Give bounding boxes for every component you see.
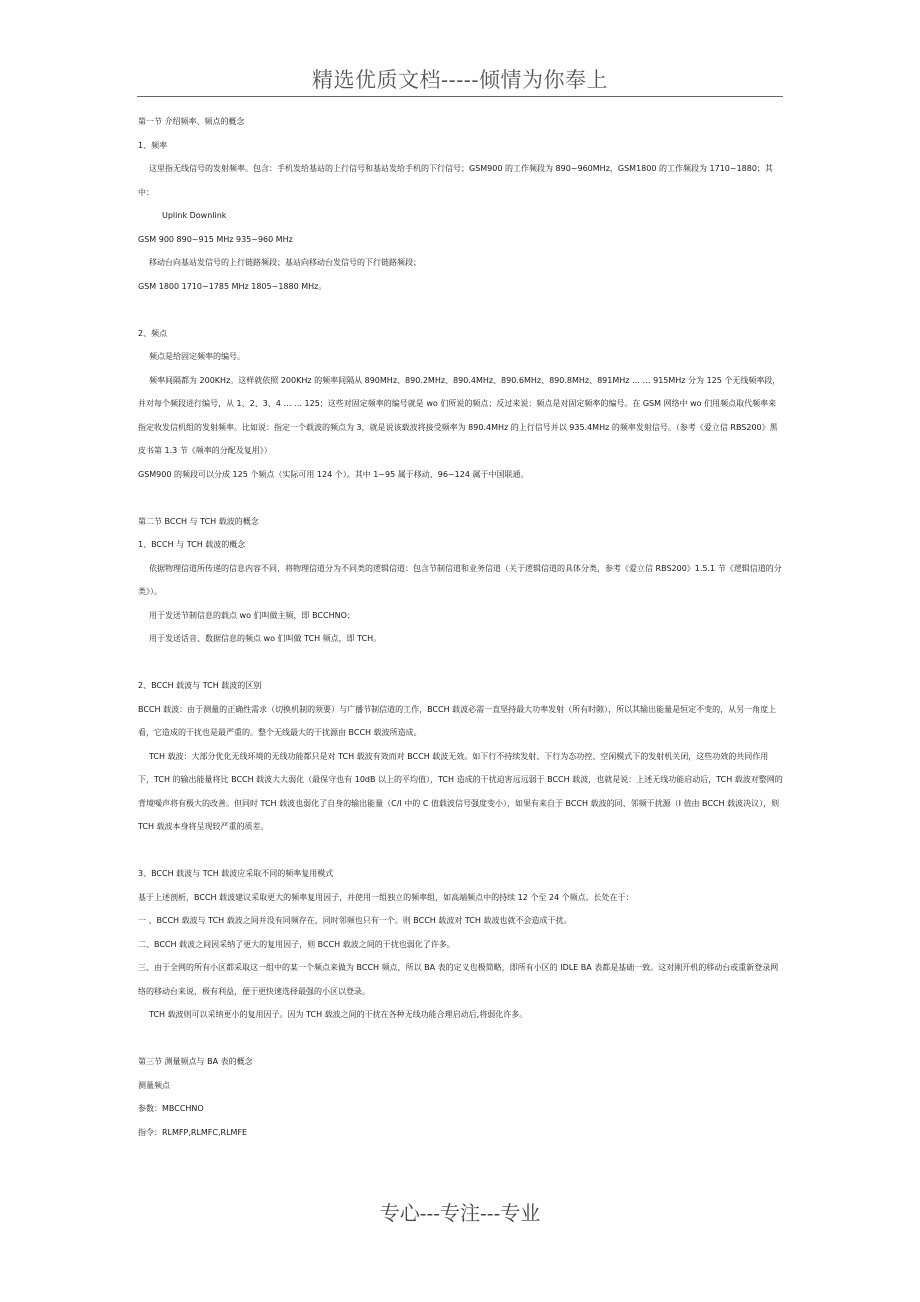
paragraph: GSM900 的频段可以分成 125 个频点（实际可用 124 个）。其中 1~95 属于移动、96~124 属于中国联通。 (138, 469, 529, 479)
list-item: 一 、BCCH 载波与 TCH 载波之间并没有同频存在，同时邻频也只有一个。则 BCCH 载波对 TCH 载波也就不会造成干扰。 (138, 916, 572, 925)
paragraph: BCCH 载波：由于测量的正确性需求（切换机制的须要）与广播节制信道的工作，BCCH 载波必需一直坚持最大功率发射（所有时隙），所以其输出能量是恒定不变的，从另一角度上看，它造成的干扰也是最严重的。整个无线最大的干扰源由 BCCH 载波所造成。 (138, 704, 777, 737)
command-line: 指令：RLMFP,RLMFC,RLMFE (138, 1127, 248, 1137)
spacer (138, 298, 783, 322)
section-1-1-title: 1、频率 (138, 140, 168, 150)
list-item: 二、BCCH 载波之间因采纳了更大的复用因子，则 BCCH 载波之间的干扰也弱化了许多。 (138, 939, 455, 949)
paragraph: 频点是给固定频率的编号。 (149, 352, 245, 361)
paragraph: 频率间隔都为 200KHz。这样就依照 200KHz 的频率间隔从 890MHz、890.2MHz、890.4MHz、890.6MHz、890.8MHz、891MHz … … 915MHz 分为 125 个无线频率段，并对每个频段进行编号，从 1、2、3、4 … … 125；这些对固定频率的编号就是 wo 们所说的频点；反过来说：频点是对固定频率的编号。在 GSM 网络中 wo 们用频点取代频率来指定收发信机组的发射频率。比如说：指定一个载波的频点为 3，就是说该载波将接受频率为 890.4MHz 的上行信号并以 935.4MHz 的频率发射信号。（参考《爱立信 RBS200》黑皮书第 1.3 节《频率的分配及复用》） (138, 375, 781, 455)
page-footer-title: 专心---专注---专业 (379, 1201, 541, 1225)
spacer (138, 839, 783, 863)
paragraph: 移动台向基站发信号的上行链路频段；基站向移动台发信号的下行链路频段； (149, 258, 421, 267)
header-divider (137, 96, 783, 97)
section-1-2-title: 2、频点 (138, 328, 168, 338)
paragraph: 用于发送节制信息的载点 wo 们叫做主频，即 BCCHNO； (149, 610, 355, 620)
section-3-heading: 第三节 测量频点与 BA 表的概念 (138, 1057, 253, 1066)
paragraph: TCH 载波则可以采纳更小的复用因子。因为 TCH 载波之间的干扰在各种无线功能合理启动后,将弱化许多。 (149, 1010, 528, 1019)
section-2-1-title: 1、BCCH 与 TCH 载波的概念 (138, 540, 246, 549)
section-1-heading: 第一节 介绍频率、频点的概念 (138, 117, 245, 126)
section-2-heading: 第二节 BCCH 与 TCH 载波的概念 (138, 516, 259, 526)
paragraph: 基于上述剖析，BCCH 载波建议采取更大的频率复用因子，并使用一组独立的频率组，如高端频点中的持续 12 个至 24 个频点。长处在于： (138, 892, 634, 902)
band-table-row: GSM 900 890~915 MHz 935~960 MHz (138, 234, 293, 244)
spacer (138, 1027, 783, 1051)
list-item: 三、由于全网的所有小区都采取这一组中的某一个频点来做为 BCCH 频点，所以 BA 表的定义也极简略，即所有小区的 IDLE BA 表都是基础一致。这对刚开机的移动台或重新登录网络的移动台来说，极有利益，便于更快速选择最强的小区以登录。 (138, 963, 779, 996)
section-2-3-title: 3、BCCH 载波与 TCH 载波应采取不同的频率复用模式 (138, 869, 334, 878)
section-2-2-title: 2、BCCH 载波与 TCH 载波的区别 (138, 681, 262, 690)
band-table-row: GSM 1800 1710~1785 MHz 1805~1880 MHz。 (138, 281, 327, 291)
paragraph: 用于发送话音、数据信息的频点 wo 们叫做 TCH 频点，即 TCH。 (149, 634, 382, 643)
paragraph: 依据物理信道所传递的信息内容不同，将物理信道分为不同类的逻辑信道：包含节制信道和业务信道（关于逻辑信道的具体分类，参考《爱立信 RBS200》1.5.1 节《逻辑信道的分类》）。 (138, 563, 782, 596)
paragraph: TCH 载波：大部分优化无线环境的无线功能都只是对 TCH 载波有效而对 BCCH 载波无效。如下行不持续发射、下行为态功控、空闲模式下的发射机关闭，这些功效的共同作用下，TCH 的输出能量将比 BCCH 载波大大弱化（最保守也有 10dB 以上的平均值），TCH 造成的干扰迫害远远弱于 BCCH 载波，也就是说：上述无线功能启动后，TCH 载波对整网的背境噪声将有极大的改善。但同时 TCH 载波也弱化了自身的输出能量（C/I 中的 C 值载波信号强度变小），如果有来自于 BCCH 载波的同、邻频干扰源（I 值由 BCCH 载波决议），则 TCH 载波本身将呈现较严重的质差。 (138, 751, 783, 831)
parameter-line: 参数：MBCCHNO (138, 1104, 204, 1113)
spacer (138, 486, 783, 510)
document-body (138, 110, 783, 1144)
section-3-subtitle: 测量频点 (138, 1080, 170, 1090)
band-table-header: Uplink Downlink (162, 211, 227, 220)
paragraph: 这里指无线信号的发射频率。包含：手机发给基站的上行信号和基站发给手机的下行信号；GSM900 的工作频段为 890~960MHz，GSM1800 的工作频段为 1710~1880；其中： (138, 164, 773, 197)
page-header-title: 精选优质文档-----倾情为你奉上 (312, 68, 608, 92)
spacer (138, 651, 783, 675)
